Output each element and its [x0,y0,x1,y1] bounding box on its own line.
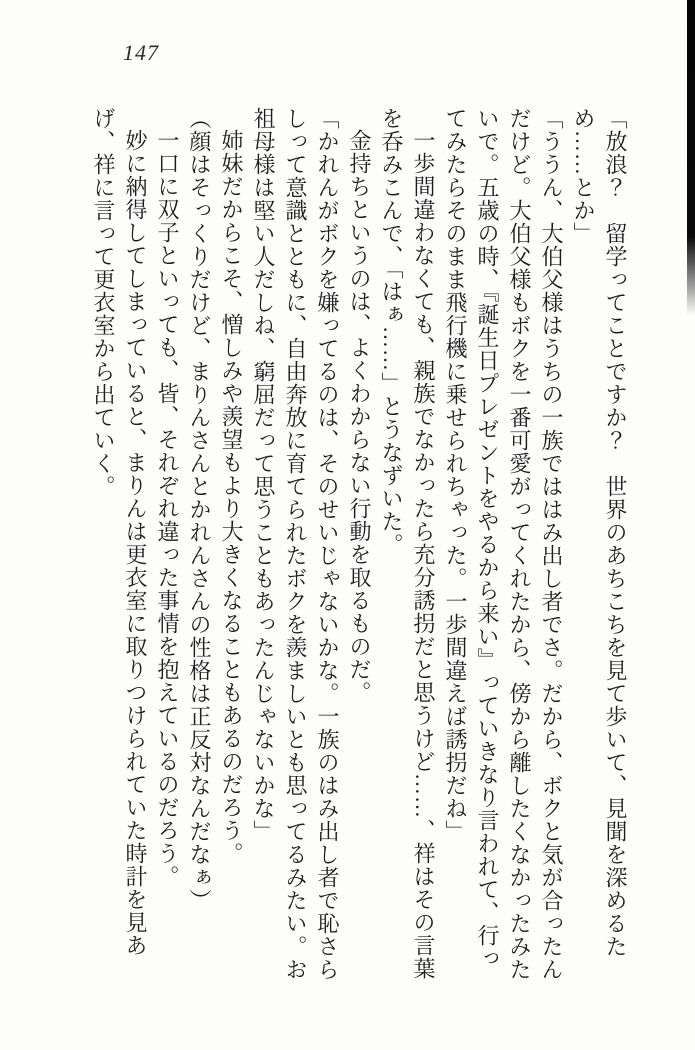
page-number: 147 [123,40,159,65]
page-text-block [87,107,631,987]
narrative-paragraph: 妙に納得してしまっていると、まりんは更衣室に取りつけられていた時計を見あげ、祥に言って更衣室から出ていく。 [91,107,148,957]
dialogue-paragraph: 「放浪？ 留学ってことですか？ 世界のあちこちを見て歩いて、見聞を深めるため……とか」 [571,107,628,958]
dialogue-paragraph: 「ううん、大伯父様はうちの一族でははみ出し者でさ。だから、ボクと気が合ったんだけど。大伯父様もボクを一番可愛がってくれたから、傍から離したくなかったみたいで。五歳の時、『誕生日プレゼントをやるから来い』っていきなり言われて、行ってみたらそのまま飛行機に乗せられちゃった。一歩間違えば誘拐だね」 [443,107,564,981]
narrative-paragraph: 姉妹だからこそ、憎しみや羨望もより大きくなることもあるのだろう。 [219,129,244,865]
narrative-paragraph: 一歩間違わなくても、親族でなかったら充分誘拐だと思うけど……、祥はその言葉を呑みこんで、「はぁ……」とうなずいた。 [379,107,436,980]
narrative-paragraph: 一口に双子といっても、皆、それぞれ違った事情を抱えているのだろう。 [155,129,180,888]
scan-edge-shadow [687,0,695,315]
dialogue-paragraph: 「かれんがボクを嫌ってるのは、そのせいじゃないかな。一族のはみ出し者で恥さらしって意識とともに、自由奔放に育てられたボクを羨ましいとも思ってるみたい。お祖母様は堅い人だしね、窮屈だって思うこともあったんじゃないかな」 [251,107,340,981]
narrative-paragraph: 金持ちというのは、よくわからない行動を取るものだ。 [347,129,372,704]
monologue-paragraph: （顔はそっくりだけど、まりんさんとかれんさんの性格は正反対なんだなぁ） [187,107,212,912]
